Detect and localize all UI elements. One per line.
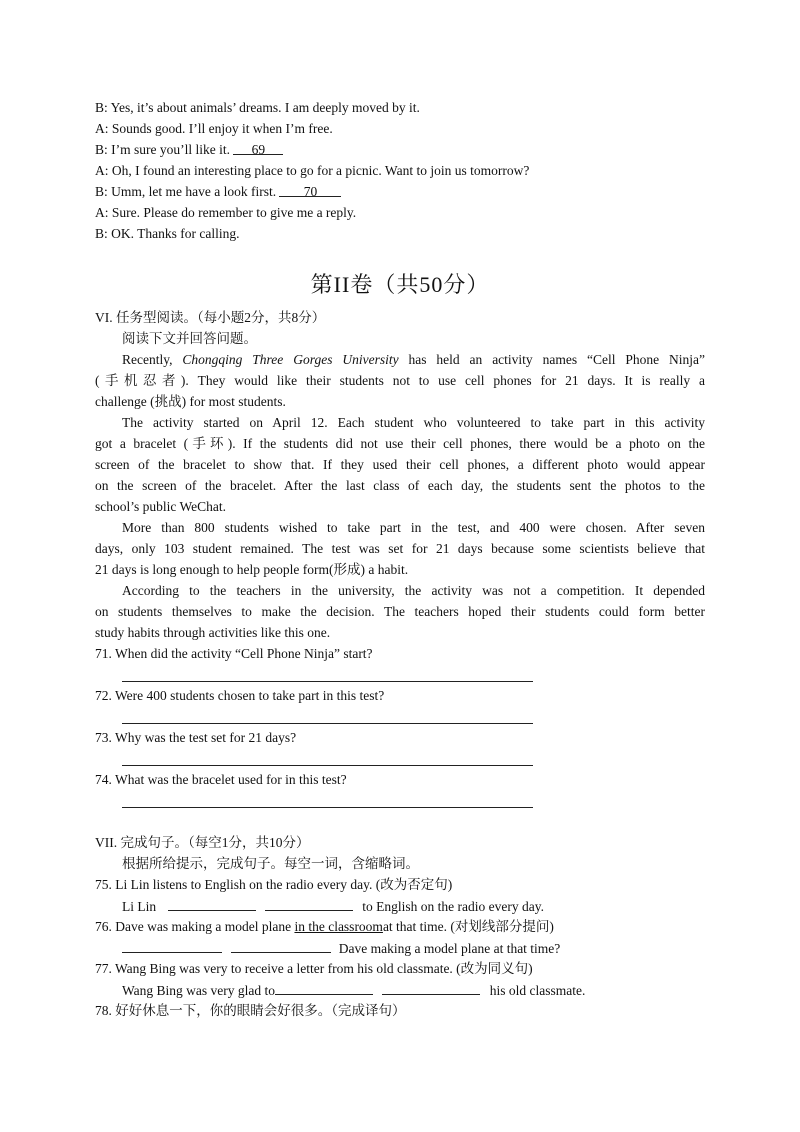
question-73: 73. Why was the test set for 21 days?: [95, 730, 297, 745]
answer-line-74[interactable]: [122, 807, 533, 808]
section7-heading: VII. 完成句子。（每空1分，共10分）: [95, 835, 310, 850]
dialogue-line-4: A: Oh, I found an interesting place to go for a picnic. Want to join us tomorrow?: [95, 163, 530, 178]
answer-line-71[interactable]: [122, 681, 533, 682]
answer-line-73[interactable]: [122, 765, 533, 766]
passage-p1-line1: Recently, Chongqing Three Gorges University has held an activity names “Cell Phone Ninja”: [122, 352, 706, 367]
passage-p2-line1: The activity started on April 12. Each student who volunteered to take part in this activity: [122, 415, 705, 430]
passage-p4-line2: on students themselves to make the decision. The teachers hoped their students could form better: [95, 604, 705, 619]
underlined-phrase: in the classroom: [294, 919, 383, 934]
passage-p3-line3: 21 days is long enough to help people form(形成) a habit.: [95, 562, 409, 577]
passage-p2-line3: screen of the bracelet to show that. If they used their cell phones, a different photo would appear: [95, 457, 705, 472]
section6-heading: VI. 任务型阅读。（每小题2分，共8分）: [95, 310, 326, 325]
university-name: Chongqing Three Gorges University: [182, 352, 399, 367]
question-77: 77. Wang Bing was very to receive a letter from his old classmate. (改为同义句): [95, 961, 533, 976]
section6-instruction: 阅读下文并回答问题。: [122, 331, 257, 346]
dialogue-line-1: B: Yes, it’s about animals’ dreams. I am deeply moved by it.: [95, 100, 420, 115]
passage-p4-line1: According to the teachers in the university, the activity was not a competition. It depended: [122, 583, 705, 598]
section7-instruction: 根据所给提示，完成句子。每空一词，含缩略词。: [122, 856, 419, 871]
passage-p3-line1: More than 800 students wished to take part in the test, and 400 were chosen. After seven: [122, 520, 705, 535]
dialogue-line-2: A: Sounds good. I’ll enjoy it when I’m free.: [95, 121, 333, 136]
question-71: 71. When did the activity “Cell Phone Ninja” start?: [95, 646, 373, 661]
dialogue-line-7: B: OK. Thanks for calling.: [95, 226, 240, 241]
question-76: 76. Dave was making a model plane in the classroomat that time. (对划线部分提问): [95, 919, 554, 934]
question-77-answer: Wang Bing was very glad to his old classmate.: [122, 983, 586, 998]
passage-p3-line2: days, only 103 student remained. The test was set for 21 days because some scientists believe that: [95, 541, 705, 556]
dialogue-line-6: A: Sure. Please do remember to give me a reply.: [95, 205, 357, 220]
blank-69[interactable]: 69: [233, 141, 283, 155]
blank-75-1[interactable]: [168, 897, 256, 911]
passage-p2-line2: got a bracelet (手环). If the students did not use their cell phones, there would be a photo on the: [95, 436, 705, 451]
dialogue-line-3: B: I’m sure you’ll like it. 69: [95, 141, 283, 159]
answer-line-72[interactable]: [122, 723, 533, 724]
blank-70[interactable]: 70: [279, 183, 341, 197]
blank-75-2[interactable]: [265, 897, 353, 911]
passage-p2-line5: school’s public WeChat.: [95, 499, 227, 514]
passage-p4-line3: study habits through activities like this one.: [95, 625, 331, 640]
passage-p1-line2: (手机忍者). They would like their students not to use cell phones for 21 days. It is really a: [95, 373, 705, 388]
blank-76-2[interactable]: [231, 939, 331, 953]
question-72: 72. Were 400 students chosen to take part in this test?: [95, 688, 385, 703]
blank-76-1[interactable]: [122, 939, 222, 953]
question-78: 78. 好好休息一下，你的眼睛会好很多。（完成译句）: [95, 1003, 406, 1018]
question-76-answer: Dave making a model plane at that time?: [122, 939, 560, 958]
question-74: 74. What was the bracelet used for in this test?: [95, 772, 347, 787]
question-75: 75. Li Lin listens to English on the radio every day. (改为否定句): [95, 877, 453, 892]
part-title: 第II卷（共50分）: [310, 272, 490, 297]
question-75-answer: Li Lin to English on the radio every day.: [122, 899, 544, 914]
passage-p2-line4: on the screen of the bracelet. After the last class of each day, the students sent the photos to the: [95, 478, 705, 493]
dialogue-line-5: B: Umm, let me have a look first. 70: [95, 183, 341, 201]
blank-77-2[interactable]: [382, 981, 480, 995]
passage-p1-line3: challenge (挑战) for most students.: [95, 394, 286, 409]
blank-77-1[interactable]: [275, 981, 373, 995]
